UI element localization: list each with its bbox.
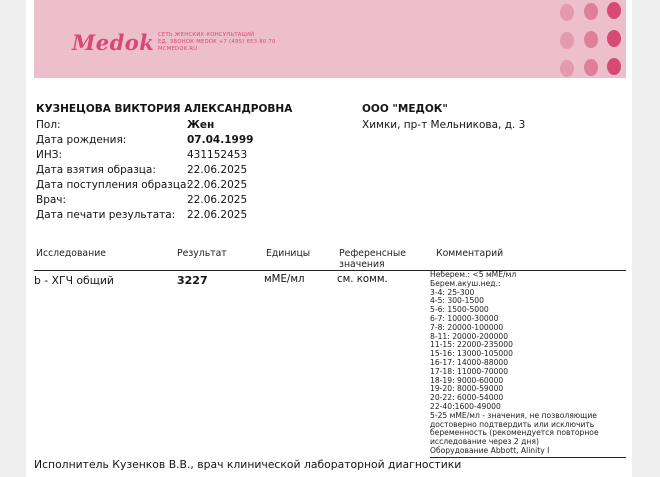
row-reference: см. комм. — [337, 274, 388, 285]
field-value-sex: Жен — [187, 119, 215, 131]
field-label-sex: Пол: — [36, 119, 61, 131]
comment-line: 7-8: 20000-100000 — [430, 322, 504, 332]
field-value-sample-received: 22.06.2025 — [187, 179, 248, 191]
field-value-doctor: 22.06.2025 — [187, 194, 248, 206]
comment-line: 11-15: 22000-235000 — [430, 340, 513, 350]
page-edge-right — [632, 0, 660, 477]
row-result: 3227 — [177, 274, 208, 287]
comment-line: 6-7: 10000-30000 — [430, 313, 499, 323]
comment-line: беременность (рекомендуется повторное — [430, 428, 599, 438]
header-tagline — [158, 32, 276, 53]
comment-line: 8-11: 20000-200000 — [430, 331, 509, 341]
comment-line: 17-18: 11000-70000 — [430, 366, 509, 376]
comment-line: 16-17: 14000-88000 — [430, 357, 509, 367]
comment-line: 5-6: 1500-5000 — [430, 305, 489, 315]
comment-line: исследование через 2 дня) — [430, 437, 539, 447]
field-label-doctor: Врач: — [36, 194, 67, 206]
comment-line: 3-4: 25-300 — [430, 287, 475, 297]
patient-name: КУЗНЕЦОВА ВИКТОРИЯ АЛЕКСАНДРОВНА — [36, 103, 293, 115]
header-reference-line: значения — [339, 259, 385, 270]
comment-line: 5-25 мМЕ/мл - значения, не позволяющие — [430, 410, 597, 420]
header-result: Результат — [177, 248, 227, 259]
header-study: Исследование — [36, 248, 106, 259]
tagline-line: СЕТЬ ЖЕНСКИХ КОНСУЛЬТАЦИЙ — [158, 32, 255, 38]
header-banner — [34, 0, 626, 78]
field-value-print-date: 22.06.2025 — [187, 209, 248, 221]
header-units: Единицы — [266, 248, 311, 259]
header-reference — [339, 248, 406, 270]
tagline-line: MCMEDOK.RU — [158, 46, 198, 52]
field-label-birthdate: Дата рождения: — [36, 134, 127, 146]
row-study: b - ХГЧ общий — [34, 274, 114, 287]
lab-address: Химки, пр-т Мельникова, д. 3 — [362, 119, 526, 131]
comment-line: Неберем.: <5 мМЕ/мл — [430, 270, 517, 279]
row-comment — [430, 271, 599, 456]
tagline-line: ЕД. ЗВОНОК MEDOK +7 (495) 653 80 70 — [158, 39, 276, 45]
comment-line: Берем.акуш.нед.: — [430, 278, 501, 288]
comment-line: 19-20: 8000-59000 — [430, 384, 504, 394]
comment-line: достоверно подтвердить или исключить — [430, 419, 595, 429]
field-value-inz: 431152453 — [187, 149, 248, 161]
field-label-inz: ИНЗ: — [36, 149, 63, 161]
row-units: мМЕ/мл — [264, 274, 305, 285]
lab-name: ООО "МЕДОК" — [362, 103, 448, 115]
comment-line: 18-19: 9000-60000 — [430, 375, 504, 385]
comment-line: 20-22: 6000-54000 — [430, 393, 504, 403]
field-value-birthdate: 07.04.1999 — [187, 134, 254, 146]
comment-line: 15-16: 13000-105000 — [430, 349, 513, 359]
comment-line: 22-40:1600-49000 — [430, 401, 501, 411]
comment-line: Оборудование Abbott, Alinity I — [430, 445, 550, 455]
header-reference-line: Референсные — [339, 248, 406, 259]
field-label-sample-received: Дата поступления образца: — [36, 179, 190, 191]
field-label-print-date: Дата печати результата: — [36, 209, 176, 221]
field-value-sample-taken: 22.06.2025 — [187, 164, 248, 176]
footer-performer: Исполнитель Кузенков В.В., врач клинической лабораторной диагностики — [34, 458, 462, 471]
field-label-sample-taken: Дата взятия образца: — [36, 164, 156, 176]
comment-line: 4-5: 300-1500 — [430, 296, 484, 306]
medok-logo: Medok — [72, 30, 155, 55]
page-edge-left — [0, 0, 26, 477]
header-comment: Комментарий — [436, 248, 504, 259]
